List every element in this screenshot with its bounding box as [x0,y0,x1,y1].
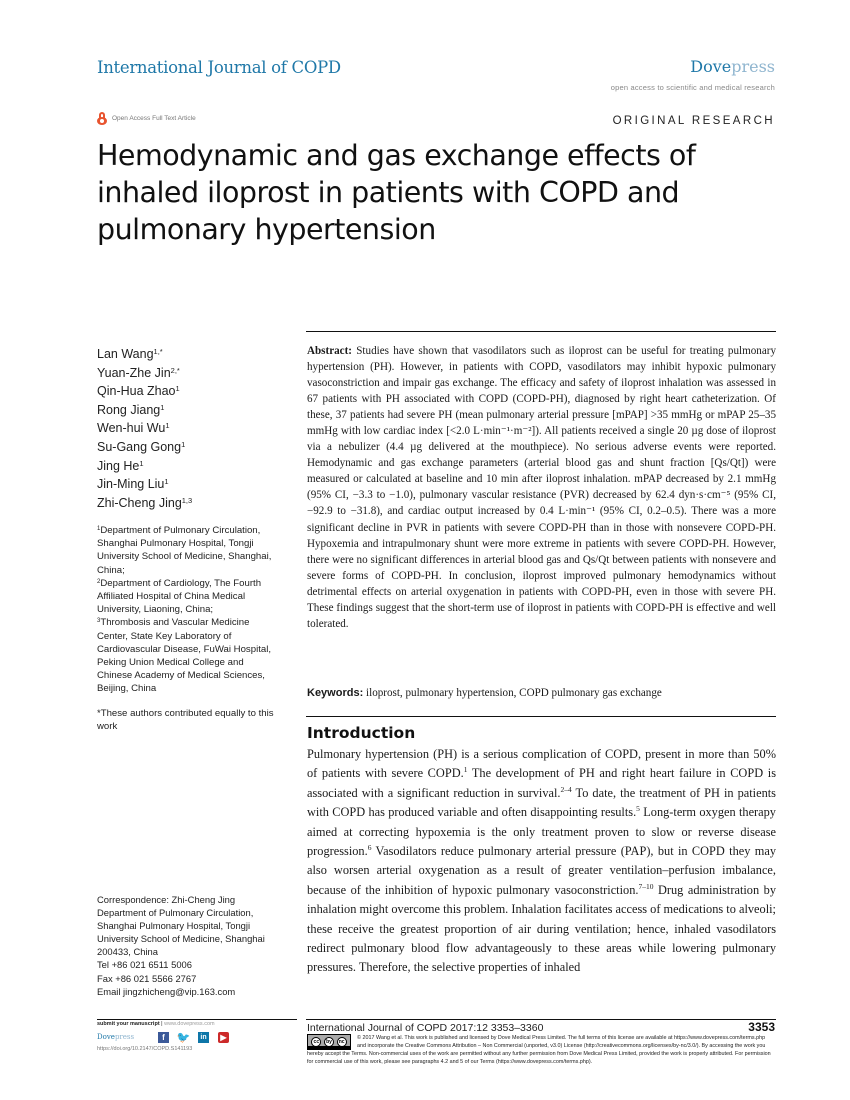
correspondence-line: University School of Medicine, Shanghai [97,933,265,945]
author [97,419,192,438]
cc-by-icon: by [324,1037,334,1047]
submit-label: submit your manuscript [97,1021,160,1027]
author-name: Jin-Ming Liu [97,477,165,492]
author [97,457,192,476]
keywords-text: iloprost, pulmonary hypertension, COPD pulmonary gas exchange [366,687,662,699]
abstract-text: Studies have shown that vasodilators such as iloprost can be useful for treating pulmonary hypertension (PH). However, in patients with COPD, vasodilators may inhibit hypoxic pulmonary vasoconstriction and impair gas exchange. The efficacy and safety of iloprost inhalation was assessed in 67 patients with PH associated with COPD (COPD-PH), diagnosed by right heart catheterization. Of these, 37 patients had severe PH (mean pulmonary arterial pressure [mPAP] >35 mmHg or mPAP 25–35 mmHg with low cardiac index [<2.0 L·min⁻¹·m⁻²]). All patients received a single 20 µg dose of iloprost via a nebulizer (4.4 µg delivered at the mouthpiece). No serious adverse events were reported. Hemodynamic and gas exchange parameters (arterial blood gas and shunt fraction [Qs/Qt]) were measured or calculated at baseline and 10 min after iloprost inhalation. mPAP decreased by 2.1 mmHg (95% CI, −3.3 to −1.0), pulmonary vascular resistance (PVR) decreased by 62.4 dyn·s·cm⁻⁵ (95% CI, −92.9 to −31.8), and cardiac output increased by 0.4 L·min⁻¹ (95% CI, 0.2–0.5). There was a more significant decline in PVR in patients with severe COPD-PH than in those with nonsevere COPD-PH. Hypoxemia and intrapulmonary shunt were more extreme in patients with severe COPD-PH. However, there were no significant differences in arterial blood gas and Qs/Qt between patients with nonsevere and severe forms of COPD-PH. In conclusion, iloprost improved pulmonary hemodynamics without detrimental effects on arterial oxygenation in patients with COPD-PH, even in those with severe PH. These findings suggest that the short-term use of iloprost in patients with COPD-PH is effective and well tolerated. [307,345,776,630]
abstract-label: Abstract: [307,345,352,357]
publisher-logo[interactable] [690,57,775,76]
section-heading-introduction: Introduction [307,724,416,742]
author [97,382,192,401]
journal-citation: International Journal of COPD 2017:12 3353–3360 [307,1022,544,1034]
footer-publisher-logo[interactable] [97,1033,134,1041]
publisher-press: press [731,57,775,76]
license-line-4: for commercial use of this work, please see paragraphs 4.2 and 5 of our Terms (https://www.dovepress.com/terms.php). [307,1059,593,1066]
affiliation-text: Department of Cardiology, The Fourth Affiliated Hospital of China Medical University, Liaoning, China; [97,577,262,616]
license-text [307,1034,777,1066]
correspondence-line: Department of Pulmonary Circulation, [97,907,254,919]
license-line-2: and incorporate the Creative Commons Attribution – Non Commercial (unported, v3.0) License (http://creativecommons.org/licenses/by-nc/3.0/). By accessing the work you [357,1043,766,1050]
keywords [307,687,776,699]
author-affiliation-marker: 1 [139,458,144,468]
linkedin-icon[interactable]: in [198,1032,209,1043]
publisher-tagline: open access to scientific and medical research [610,83,775,92]
page-number: 3353 [748,1020,775,1034]
author [97,364,192,383]
author-name: Wen-hui Wu [97,421,166,436]
open-access-label: Open Access Full Text Article [112,115,196,122]
introduction-text: To date, the treatment of PH in patients with COPD has produced variable and often disappointing results. [307,785,776,820]
author-name: Lan Wang [97,347,154,361]
correspondence-line: Shanghai Pulmonary Hospital, Tongji [97,920,251,932]
submit-manuscript-link[interactable]: submit your manuscript | www.dovepress.com [97,1021,215,1027]
footer-dove: Dove [97,1033,115,1041]
author-name: Yuan-Zhe Jin [97,365,171,380]
correspondence [97,893,287,998]
open-access-badge [97,112,196,125]
citation-reference[interactable]: 2–4 [560,784,572,794]
affiliation-marker: 2 [97,578,101,585]
author-affiliation-marker: 1,* [153,347,163,356]
introduction-text: The development of PH and right heart failure in COPD is associated with a significant reduction in survival. [307,766,776,800]
citation-reference[interactable]: 5 [636,804,640,814]
author-name: Qin-Hua Zhao [97,384,176,399]
author-affiliation-marker: 1 [160,402,165,412]
doi-link[interactable]: https://doi.org/10.2147/COPD.S141193 [97,1046,193,1052]
author [97,345,192,364]
facebook-icon[interactable]: f [158,1032,169,1043]
keywords-label: Keywords: [307,687,364,699]
creative-commons-badge[interactable] [307,1034,351,1050]
correspondence-email[interactable]: Email jingzhicheng@vip.163.com [97,985,236,997]
divider [306,716,776,717]
author-affiliation-marker: 1 [165,421,170,431]
author-affiliation-marker: 2,* [170,365,180,375]
author [97,494,192,513]
correspondence-line: 200433, China [97,946,158,958]
submit-url: www.dovepress.com [164,1021,215,1027]
social-links [158,1032,229,1043]
license-line-1: © 2017 Wang et al. This work is published and licensed by Dove Medical Press Limited. The full terms of this license are available at https://www.dovepress.com/terms.php [357,1035,766,1041]
introduction-text: Pulmonary hypertension (PH) is a serious complication of COPD, present in more than 50% of patients with severe COPD. [307,747,776,781]
affiliation-text: Department of Pulmonary Circulation, Shanghai Pulmonary Hospital, Tongji University School of Medicine, Shanghai, China; [97,525,272,576]
author-affiliation-marker: 1 [164,477,169,487]
introduction-text: Drug administration by inhalation might overcome this problem. Inhalation facilitates access of medications to alveoli; these receive the greatest proportion of air during ventilation; hence, inhaled vasodilators redirect pulmonary blood flow advantageously to these areas while lowering pulmonary pressures. Therefore, the selective properties of inhaled [307,882,776,975]
affiliation-marker: 1 [97,526,101,532]
affiliation-marker: 3 [97,618,101,625]
youtube-icon[interactable]: ▶ [218,1032,229,1043]
citation-reference[interactable]: 7–10 [638,881,654,891]
author-name: Rong Jiang [97,402,161,417]
divider [97,1019,297,1020]
correspondence-line: Fax +86 021 5566 2767 [97,972,197,984]
publisher-dove: Dove [690,57,732,76]
abstract [307,343,776,632]
affiliation-text: Thrombosis and Vascular Medicine Center, State Key Laboratory of Cardiovascular Disease, FuWai Hospital, Peking Union Medical College and Chinese Academy of Medical Sciences, Beijing, China [97,617,271,695]
correspondence-line: Correspondence: Zhi-Cheng Jing [97,894,236,905]
divider [306,331,776,332]
author-name: Zhi-Cheng Jing [97,495,182,510]
author-affiliation-marker: 1,3 [181,495,193,505]
cc-nc-icon: nc [337,1037,347,1047]
equal-contribution-note: *These authors contributed equally to this work [97,708,274,733]
correspondence-line: Tel +86 021 6511 5006 [97,959,192,971]
author-affiliation-marker: 1 [181,439,186,449]
open-access-lock-icon [97,112,107,125]
footer-press: press [114,1033,135,1041]
divider [306,1019,776,1020]
article-title: Hemodynamic and gas exchange effects of inhaled iloprost in patients with COPD and pulmonary hypertension [97,139,696,246]
article-type: ORIGINAL RESEARCH [612,115,775,127]
twitter-icon[interactable]: 🐦 [176,1032,191,1044]
author [97,401,192,420]
journal-name: International Journal of COPD [97,58,341,77]
cc-icon: cc [311,1037,321,1047]
author-name: Jing He [97,458,140,473]
introduction-text: Long-term oxygen therapy aimed at correcting hypoxemia is the only treatment proven to slow or reverse disease progression. [307,805,776,859]
license-line-3: hereby accept the Terms. Non-commercial uses of the work are permitted without any further permission from Dove Medical Press Limited, provided the work is properly attributed. For permission [307,1051,771,1058]
author-affiliation-marker: 1 [175,384,180,394]
introduction-body [307,745,776,978]
author [97,438,192,457]
author-list [97,345,192,512]
affiliations [97,524,277,696]
introduction-text: Vasodilators reduce pulmonary arterial pressure (PAP), but in COPD they may also worsen arterial oxygenation as a result of greater ventilation–perfusion imbalance, because of the inhibition of hypoxic pulmonary vasoconstriction. [307,844,776,897]
citation-reference[interactable]: 1 [463,765,468,775]
citation-reference[interactable]: 6 [367,843,372,853]
author [97,475,192,494]
author-name: Su-Gang Gong [97,439,182,454]
